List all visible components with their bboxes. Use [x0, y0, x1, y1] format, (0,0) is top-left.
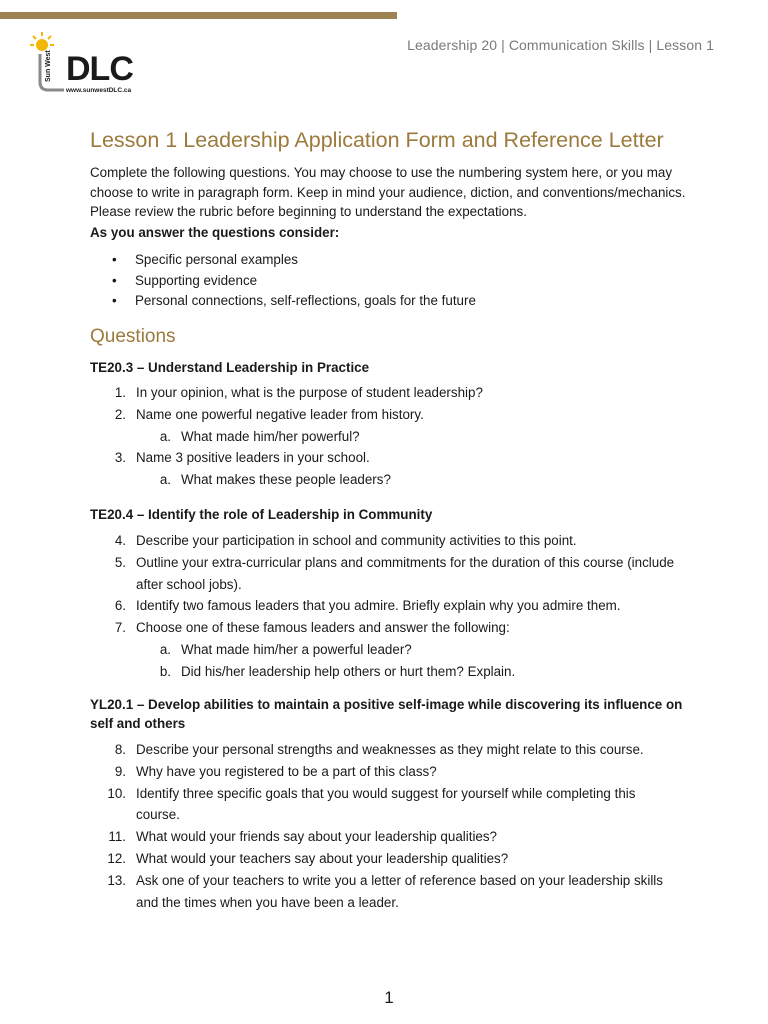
question-item — [90, 739, 676, 761]
question-list — [90, 382, 721, 491]
question-item — [90, 783, 676, 827]
list-item-text: Supporting evidence — [135, 272, 258, 288]
question-item — [90, 870, 676, 914]
page-number: 1 — [384, 988, 394, 1007]
question-text: What would your friends say about your leadership qualities? — [136, 829, 498, 845]
logo-side-text: Sun West — [45, 50, 52, 82]
question-number: 10. — [107, 785, 126, 801]
question-text: What made him/her powerful? — [181, 428, 360, 444]
question-item — [90, 848, 676, 870]
question-text: Identify two famous leaders that you admire. Briefly explain why you admire them. — [136, 598, 621, 614]
list-item — [90, 250, 476, 271]
questions-heading: Questions — [90, 326, 176, 347]
question-number: 13. — [107, 872, 126, 888]
question-list — [90, 530, 721, 683]
question-item — [90, 761, 676, 783]
question-item — [90, 447, 721, 469]
question-text: What would your teachers say about your leadership qualities? — [136, 850, 509, 866]
question-text: Describe your participation in school and community activities to this point. — [136, 533, 577, 548]
sub-question-item — [90, 661, 721, 683]
question-number: 5. — [114, 554, 126, 570]
page-title: Lesson 1 Leadership Application Form and Reference Letter — [90, 128, 664, 152]
header-accent-bar — [0, 12, 397, 19]
list-item — [90, 291, 476, 312]
bullet-icon: • — [112, 272, 117, 288]
question-number: 3. — [114, 450, 126, 466]
question-text: Choose one of these famous leaders and answer the following: — [136, 620, 510, 636]
question-text: Name one powerful negative leader from history. — [136, 406, 424, 422]
logo-brand-text: DLC — [66, 50, 133, 88]
standard-heading: TE20.3 – Understand Leadership in Practice — [90, 360, 370, 375]
list-item-text: Specific personal examples — [135, 252, 299, 267]
sub-question-item — [90, 469, 721, 491]
question-text: Name 3 positive leaders in your school. — [136, 450, 370, 466]
question-item — [90, 595, 721, 617]
question-list — [90, 739, 676, 913]
question-item — [90, 617, 721, 639]
question-item — [90, 530, 721, 552]
question-text: Did his/her leadership help others or hurt them? Explain. — [181, 663, 516, 679]
question-item — [90, 404, 721, 426]
question-text: Identify three specific goals that you would suggest for yourself while completing this course. — [136, 785, 636, 823]
question-number: 6. — [114, 598, 126, 614]
question-number: 2. — [114, 406, 126, 422]
question-number: 9. — [114, 763, 126, 779]
consider-list — [90, 250, 476, 312]
question-item — [90, 826, 676, 848]
sun-icon — [30, 32, 54, 51]
question-number: 4. — [114, 533, 126, 548]
list-item-text: Personal connections, self-reflections, goals for the future — [135, 293, 476, 308]
question-text: Ask one of your teachers to write you a letter of reference based on your leadership skills and the times when you have been a leader. — [136, 872, 663, 910]
sub-question-item — [90, 426, 721, 448]
question-text: In your opinion, what is the purpose of student leadership? — [136, 385, 483, 400]
question-number: a. — [159, 428, 171, 444]
question-number: b. — [159, 663, 171, 679]
sub-question-item — [90, 639, 721, 661]
list-item — [90, 271, 476, 292]
question-item — [90, 382, 721, 404]
bullet-icon: • — [112, 252, 117, 267]
consider-heading: As you answer the questions consider: — [90, 225, 340, 240]
question-text: Outline your extra-curricular plans and commitments for the duration of this course (include after school jobs). — [136, 554, 675, 592]
intro-paragraph: Complete the following questions. You may choose to use the numbering system here, or you may choose to write in paragraph form. Keep in mind your audience, diction, and conventions/mechanics. Please review the rubric before beginning to understand the expectations. — [90, 165, 686, 219]
question-number: 7. — [114, 620, 126, 636]
question-text: Describe your personal strengths and weaknesses as they might relate to this course. — [136, 742, 644, 757]
question-text: What made him/her a powerful leader? — [181, 641, 412, 657]
question-number: 8. — [114, 742, 126, 757]
question-text: Why have you registered to be a part of this class? — [136, 763, 437, 779]
question-item — [90, 552, 721, 596]
course-header: Leadership 20 | Communication Skills | Lesson 1 — [407, 37, 714, 53]
question-text: What makes these people leaders? — [181, 472, 391, 488]
question-number: 11. — [108, 829, 126, 845]
standard-heading: TE20.4 – Identify the role of Leadership in Community — [90, 507, 433, 522]
question-number: 12. — [107, 850, 126, 866]
question-number: 1. — [114, 385, 126, 400]
question-number: a. — [159, 472, 171, 488]
logo-url-text: www.sunwestDLC.ca — [66, 87, 132, 94]
sunwest-dlc-logo — [30, 30, 150, 100]
standard-heading: YL20.1 – Develop abilities to maintain a positive self-image while discovering its influence on self and others — [90, 697, 683, 731]
question-number: a. — [159, 641, 171, 657]
bullet-icon: • — [112, 293, 117, 308]
